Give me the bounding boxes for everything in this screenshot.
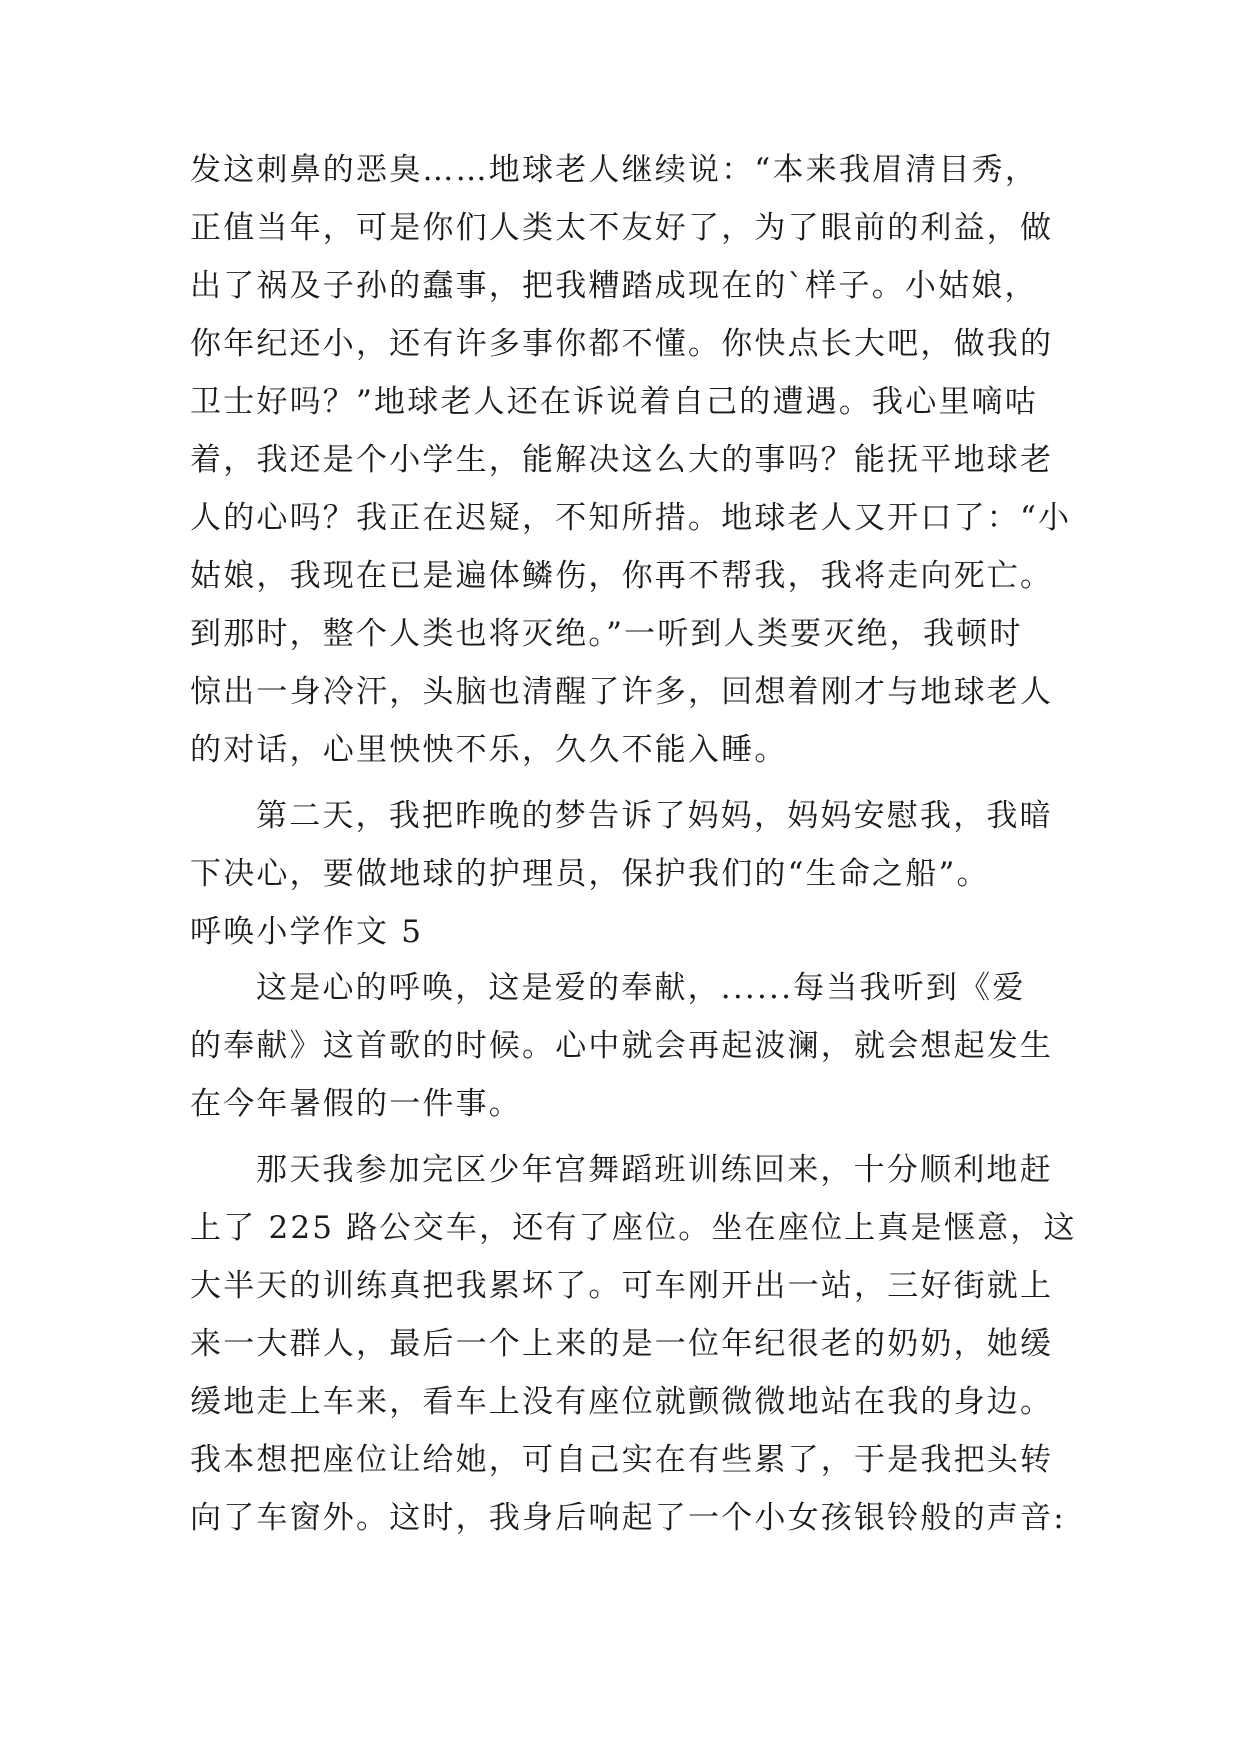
text-line: 着，我还是个小学生，能解决这么大的事吗？能抚平地球老	[190, 442, 1054, 478]
section-heading: 呼唤小学作文 5	[190, 914, 424, 950]
text-line: 人的心吗？我正在迟疑，不知所措。地球老人又开口了：“小	[190, 500, 1072, 536]
text-line: 卫士好吗？”地球老人还在诉说着自己的遭遇。我心里嘀咕	[190, 384, 1039, 420]
text-line: 下决心，要做地球的护理员，保护我们的“生命之船”。	[190, 856, 990, 892]
paragraph-start-line: 第二天，我把昨晚的梦告诉了妈妈，妈妈安慰我，我暗	[256, 798, 1053, 834]
text-line: 正值当年，可是你们人类太不友好了，为了眼前的利益，做	[190, 210, 1054, 246]
text-line: 大半天的训练真把我累坏了。可车刚开出一站，三好街就上	[190, 1268, 1054, 1304]
text-line: 向了车窗外。这时，我身后响起了一个小女孩银铃般的声音:	[190, 1500, 1066, 1536]
text-line: 缓地走上车来，看车上没有座位就颤微微地站在我的身边。	[190, 1384, 1054, 1420]
text-line: 我本想把座位让给她，可自己实在有些累了，于是我把头转	[190, 1442, 1054, 1478]
text-line: 上了 225 路公交车，还有了座位。坐在座位上真是惬意，这	[190, 1210, 1077, 1246]
text-line: 的奉献》这首歌的时候。心中就会再起波澜，就会想起发生	[190, 1028, 1054, 1064]
text-line: 出了祸及子孙的蠢事，把我糟踏成现在的`样子。小姑娘，	[190, 268, 1038, 304]
paragraph-start-line: 那天我参加完区少年宫舞蹈班训练回来，十分顺利地赶	[256, 1152, 1053, 1188]
paragraph-start-line: 这是心的呼唤，这是爱的奉献，......每当我听到《爱	[256, 970, 1026, 1006]
text-line: 发这刺鼻的恶臭……地球老人继续说：“本来我眉清目秀，	[190, 152, 1039, 188]
text-line: 在今年暑假的一件事。	[190, 1086, 522, 1122]
text-line: 姑娘，我现在已是遍体鳞伤，你再不帮我，我将走向死亡。	[190, 558, 1054, 594]
text-line: 你年纪还小，还有许多事你都不懂。你快点长大吧，做我的	[190, 326, 1054, 362]
text-line: 的对话，心里怏怏不乐，久久不能入睡。	[190, 732, 788, 768]
text-line: 惊出一身冷汗，头脑也清醒了许多，回想着刚才与地球老人	[190, 674, 1054, 710]
text-line: 来一大群人，最后一个上来的是一位年纪很老的奶奶，她缓	[190, 1326, 1054, 1362]
text-line: 到那时，整个人类也将灭绝。”一听到人类要灭绝，我顿时	[190, 616, 1023, 652]
